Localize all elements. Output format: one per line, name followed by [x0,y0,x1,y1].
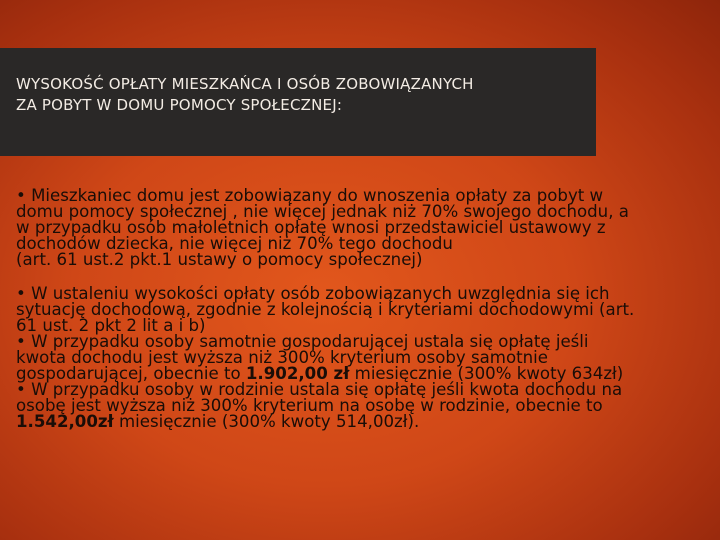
bullet-marker: • [16,380,26,399]
bullet-4-line-2: osobę jest wyższa niż 300% kryterium na osobę w rodzinie, obecnie to [16,396,603,415]
slide-body [16,188,688,430]
bullet-item-2 [16,286,688,334]
bullet-4-line-3-suffix: miesięcznie (300% kwoty 514,00zł). [113,412,420,431]
slide-title-line-1: WYSOKOŚĆ OPŁATY MIESZKAŃCA I OSÓB ZOBOWIĄZANYCH [16,75,474,93]
bullet-1-line-4: dochodów dziecka, nie więcej niż 70% tego dochodu [16,234,453,253]
bullet-3-amount: 1.902,00 zł [245,364,350,383]
bullet-3-line-1: W przypadku osoby samotnie gospodarującej ustala się opłatę jeśli [31,332,589,351]
bullet-3-line-2: kwota dochodu jest wyższa niż 300% kryterium osoby samotnie [16,348,548,367]
bullet-1-line-1: Mieszkaniec domu jest zobowiązany do wnoszenia opłaty za pobyt w [31,186,604,205]
bullet-marker: • [16,186,26,205]
bullet-1-line-2: domu pomocy społecznej , nie więcej jednak niż 70% swojego dochodu, a [16,202,629,221]
slide-title [16,74,586,116]
bullet-1-line-3: w przypadku osób małoletnich opłatę wnosi przedstawiciel ustawowy z [16,218,606,237]
bullet-2-line-3: 61 ust. 2 pkt 2 lit a i b) [16,316,206,335]
bullet-item-1 [16,188,688,268]
bullet-3-line-3-text: gospodarującej, obecnie to [16,364,246,383]
bullet-3-line-3-suffix: miesięcznie (300% kwoty 634zł) [349,364,624,383]
bullet-marker: • [16,332,26,351]
bullet-2-line-1: W ustaleniu wysokości opłaty osób zobowiązanych uwzględnia się ich [31,284,610,303]
bullet-1-line-5: (art. 61 ust.2 pkt.1 ustawy o pomocy społecznej) [16,250,423,269]
title-banner [0,48,596,156]
bullet-2-line-2: sytuację dochodową, zgodnie z kolejnością i kryteriami dochodowymi (art. [16,300,635,319]
bullet-item-3 [16,334,688,382]
slide-title-line-2: ZA POBYT W DOMU POMOCY SPOŁECZNEJ: [16,96,343,114]
bullet-4-amount: 1.542,00zł [16,412,114,431]
bullet-marker: • [16,284,26,303]
bullet-item-4 [16,382,688,430]
bullet-4-line-1: W przypadku osoby w rodzinie ustala się opłatę jeśli kwota dochodu na [31,380,623,399]
